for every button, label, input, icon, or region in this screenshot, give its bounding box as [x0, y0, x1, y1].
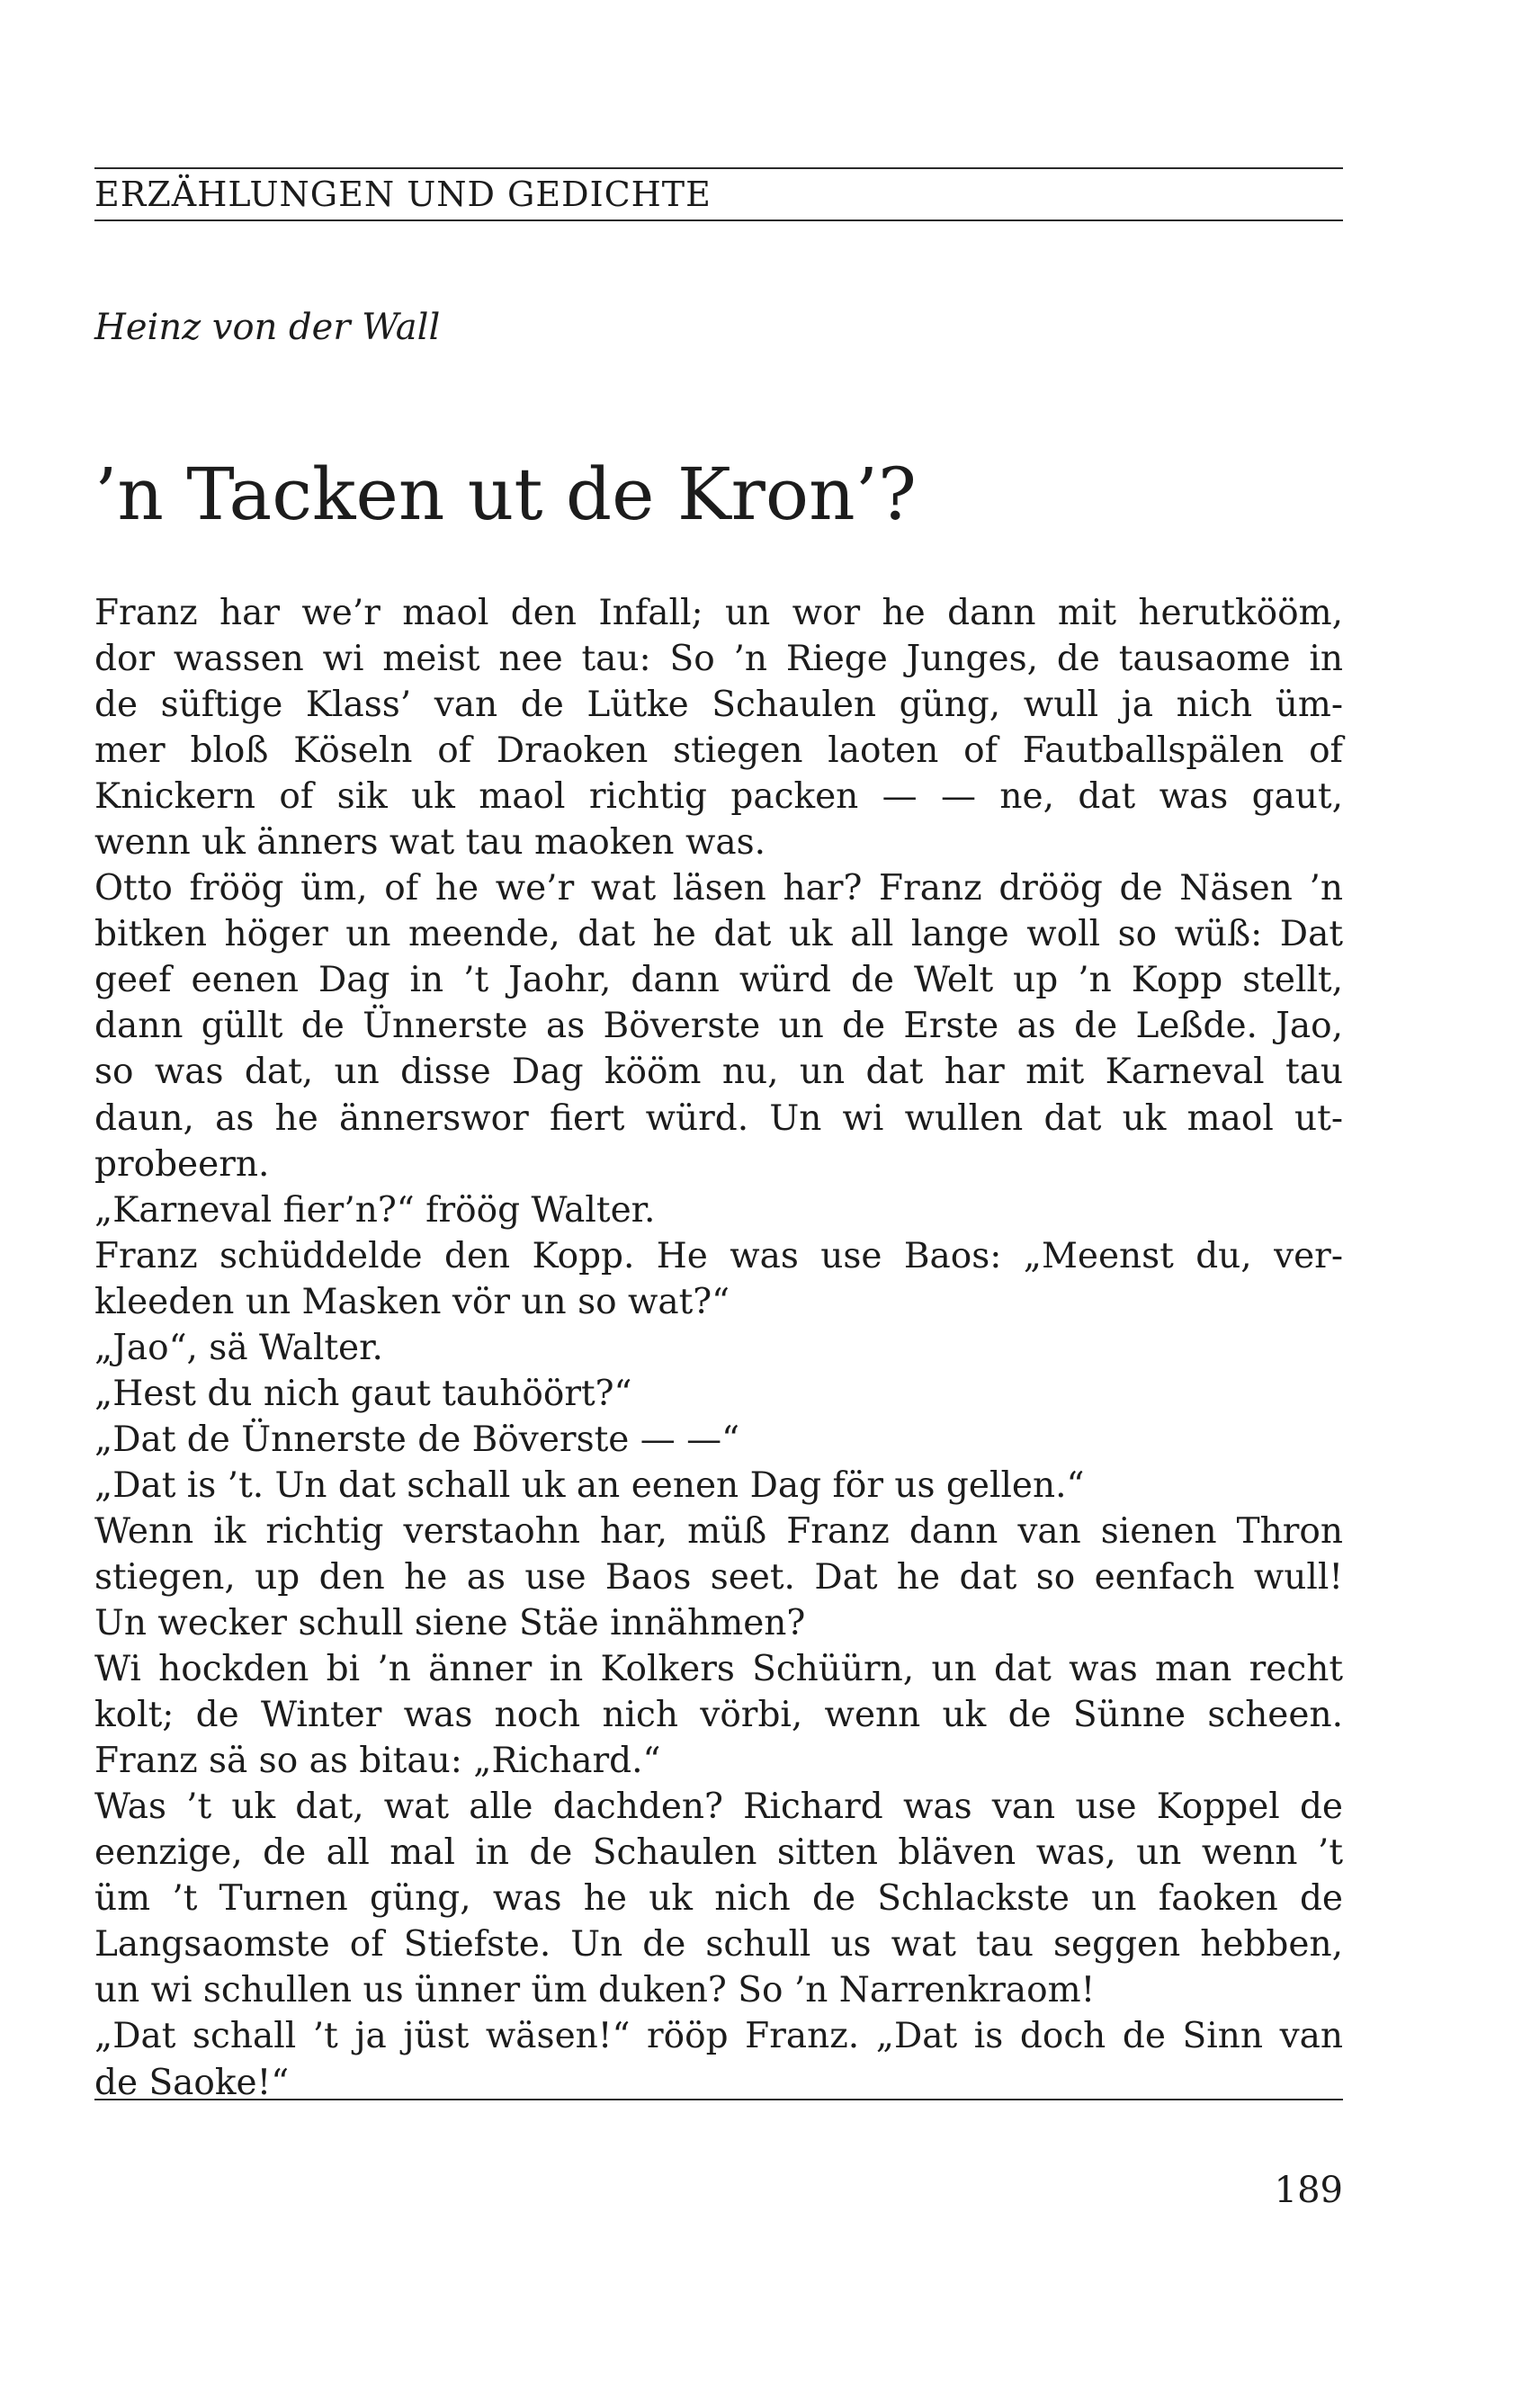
text-line: Langsaomste of Stiefste. Un de schull us wat tau seggen hebben, — [94, 1924, 1343, 1966]
text-line: Wi hockden bi ’n änner in Kolkers Schüürn, un dat was man recht — [94, 1649, 1343, 1690]
header-top-rule — [94, 167, 1343, 169]
text-line: Franz sä so as bitau: „Richard.“ — [94, 1741, 661, 1782]
text-line: bitken höger un meende, dat he dat uk all lange woll so wüß: Dat — [94, 914, 1343, 955]
text-line: eenzige, de all mal in de Schaulen sitten bläven was, un wenn ’t — [94, 1832, 1343, 1874]
text-line: wenn uk änners wat tau maoken was. — [94, 822, 766, 864]
section-label: ERZÄHLUNGEN UND GEDICHTE — [94, 175, 712, 214]
header-bottom-rule — [94, 219, 1343, 221]
text-line: Was ’t uk dat, wat alle dachden? Richard was van use Koppel de — [94, 1786, 1343, 1828]
text-line: probeern. — [94, 1143, 270, 1185]
text-line: daun, as he ännerswor fiert würd. Un wi wullen dat uk maol ut- — [94, 1097, 1343, 1139]
text-line: so was dat, un disse Dag kööm nu, un dat har mit Karneval tau — [94, 1052, 1343, 1093]
text-line: geef eenen Dag in ’t Jaohr, dann würd de Welt up ’n Kopp stellt, — [94, 960, 1343, 1001]
text-line: kolt; de Winter was noch nich vörbi, wenn uk de Sünne scheen. — [94, 1695, 1343, 1736]
text-line: üm ’t Turnen güng, was he uk nich de Schlackste un faoken de — [94, 1878, 1343, 1920]
text-line: „Dat schall ’t ja jüst wäsen!“ rööp Franz. „Dat is doch de Sinn van — [94, 2016, 1343, 2057]
text-line: Otto fröög üm, of he we’r wat läsen har? Franz dröög de Näsen ’n — [94, 868, 1343, 909]
text-line: de Saoke!“ — [94, 2062, 290, 2103]
footer-rule — [94, 2099, 1343, 2100]
text-line: dor wassen wi meist nee tau: So ’n Riege Junges, de tausaome in — [94, 639, 1343, 680]
page-number: 189 — [1274, 2170, 1343, 2211]
text-line: „Dat is ’t. Un dat schall uk an eenen Dag för us gellen.“ — [94, 1464, 1085, 1506]
text-line: Un wecker schull siene Stäe innähmen? — [94, 1603, 806, 1644]
text-line: Wenn ik richtig verstaohn har, müß Franz dann van sienen Thron — [94, 1510, 1343, 1552]
text-line: de süftige Klass’ van de Lütke Schaulen güng, wull ja nich üm- — [94, 685, 1343, 726]
text-line: „Hest du nich gaut tauhöört?“ — [94, 1373, 632, 1414]
text-line: kleeden un Masken vör un so wat?“ — [94, 1281, 730, 1322]
text-line: „Dat de Ünnerste de Böverste — —“ — [94, 1419, 740, 1460]
text-line: Franz har we’r maol den Infall; un wor he dann mit herutkööm, — [94, 593, 1343, 633]
story-body — [94, 590, 1343, 2106]
text-line: dann güllt de Ünnerste as Böverste un de Erste as de Leßde. Jao, — [94, 1006, 1343, 1047]
text-line: stiegen, up den he as use Baos seet. Dat he dat so eenfach wull! — [94, 1556, 1343, 1598]
author-name: Heinz von der Wall — [94, 307, 441, 348]
text-line: „Jao“, sä Walter. — [94, 1327, 383, 1368]
text-line: „Karneval fier’n?“ fröög Walter. — [94, 1189, 656, 1231]
text-line: mer bloß Köseln of Draoken stiegen laoten of Fautballspälen of — [94, 730, 1343, 772]
story-title: ’n Tacken ut de Kron’? — [94, 452, 917, 536]
text-line: un wi schullen us ünner üm duken? So ’n Narrenkraom! — [94, 1970, 1096, 2011]
text-line: Franz schüddelde den Kopp. He was use Baos: „Meenst du, ver- — [94, 1235, 1343, 1276]
text-line: Knickern of sik uk maol richtig packen — — ne, dat was gaut, — [94, 776, 1343, 818]
